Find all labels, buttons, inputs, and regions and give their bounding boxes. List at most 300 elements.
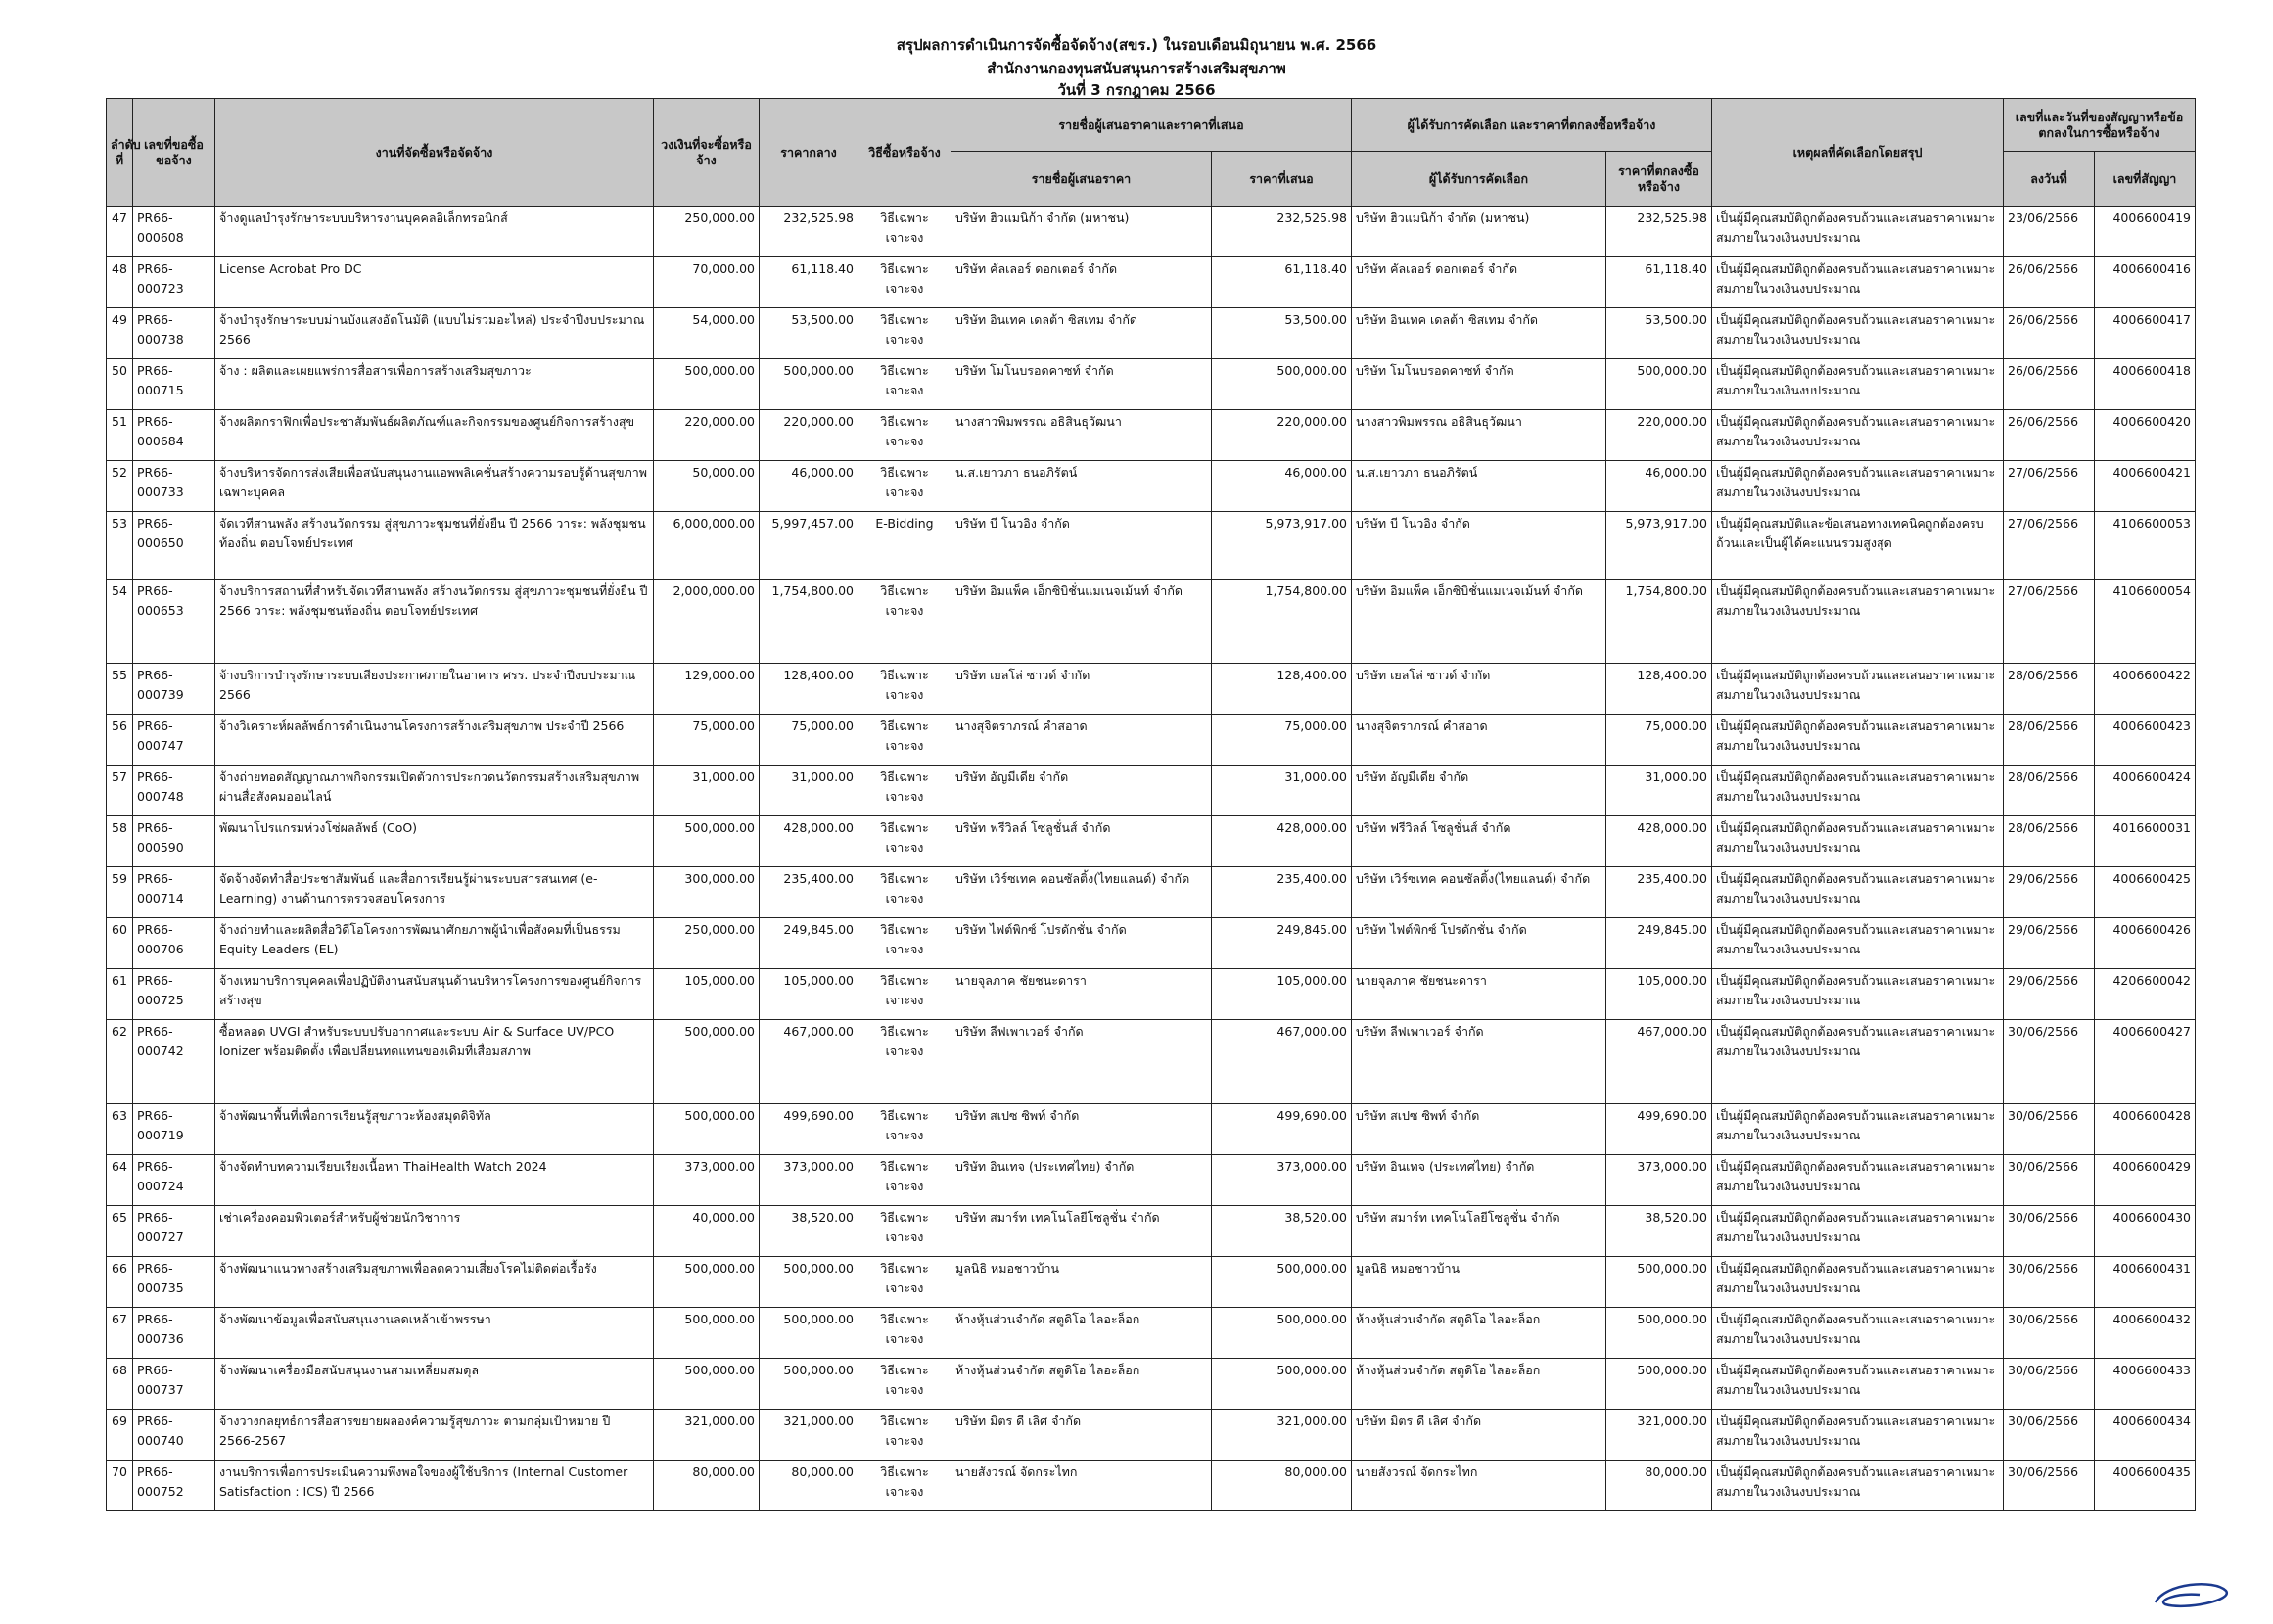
row-no: 67 [107,1308,133,1359]
row-no: 59 [107,867,133,918]
row-bid: 500,000.00 [1212,1308,1352,1359]
row-method: วิธีเฉพาะเจาะจง [858,1206,951,1257]
row-reason: เป็นผู้มีคุณสมบัติถูกต้องครบถ้วนและเสนอราคาเหมาะสมภายในวงเงินงบประมาณ [1712,664,2004,715]
row-date: 30/06/2566 [2004,1359,2095,1410]
row-bidder: บริษัท สมาร์ท เทคโนโลยีโซลูชั่น จำกัด [951,1206,1212,1257]
row-budget: 105,000.00 [654,969,760,1020]
row-work: จ้างบริหารจัดการส่งเสียเพื่อสนับสนุนงานแอพพลิเคชั่นสร้างความรอบรู้ด้านสุขภาพเฉพาะบุคคล [215,461,654,512]
col-bid-price: ราคาที่เสนอ [1212,152,1352,207]
row-no: 63 [107,1104,133,1155]
row-method: วิธีเฉพาะเจาะจง [858,410,951,461]
row-budget: 129,000.00 [654,664,760,715]
row-bid: 500,000.00 [1212,1257,1352,1308]
row-method: E-Bidding [858,512,951,580]
row-median: 500,000.00 [760,1359,858,1410]
table-row [107,969,2196,1020]
row-method: วิธีเฉพาะเจาะจง [858,1359,951,1410]
row-no: 48 [107,257,133,308]
row-winner: บริษัท อิมแพ็ค เอ็กซิบิชั่นแมเนจเม้นท์ จำกัด [1352,580,1606,664]
row-price: 249,845.00 [1606,918,1712,969]
row-median: 1,754,800.00 [760,580,858,664]
row-budget: 500,000.00 [654,1104,760,1155]
page-title: สรุปผลการดำเนินการจัดซื้อจัดจ้าง(สขร.) ในรอบเดือนมิถุนายน พ.ศ. 2566 [896,36,1377,54]
row-budget: 321,000.00 [654,1410,760,1461]
row-reason: เป็นผู้มีคุณสมบัติถูกต้องครบถ้วนและเสนอราคาเหมาะสมภายในวงเงินงบประมาณ [1712,1359,2004,1410]
row-work: จ้างพัฒนาข้อมูลเพื่อสนับสนุนงานลดเหล้าเข้าพรรษา [215,1308,654,1359]
row-pr: PR66-000714 [133,867,215,918]
row-winner: นายจุลภาค ชัยชนะดารา [1352,969,1606,1020]
row-no: 49 [107,308,133,359]
row-date: 26/06/2566 [2004,257,2095,308]
row-reason: เป็นผู้มีคุณสมบัติถูกต้องครบถ้วนและเสนอราคาเหมาะสมภายในวงเงินงบประมาณ [1712,816,2004,867]
row-budget: 80,000.00 [654,1461,760,1511]
row-no: 52 [107,461,133,512]
row-median: 46,000.00 [760,461,858,512]
row-date: 30/06/2566 [2004,1461,2095,1511]
row-contract: 4006600428 [2095,1104,2196,1155]
row-price: 373,000.00 [1606,1155,1712,1206]
row-reason: เป็นผู้มีคุณสมบัติถูกต้องครบถ้วนและเสนอราคาเหมาะสมภายในวงเงินงบประมาณ [1712,359,2004,410]
row-median: 31,000.00 [760,766,858,816]
row-work: จ้างจัดทำบทความเรียบเรียงเนื้อหา ThaiHealth Watch 2024 [215,1155,654,1206]
row-median: 321,000.00 [760,1410,858,1461]
row-method: วิธีเฉพาะเจาะจง [858,1410,951,1461]
row-pr: PR66-000748 [133,766,215,816]
org-name: สำนักงานกองทุนสนับสนุนการสร้างเสริมสุขภาพ [987,60,1286,77]
row-price: 128,400.00 [1606,664,1712,715]
row-bid: 232,525.98 [1212,207,1352,257]
table-row [107,816,2196,867]
col-bidders-group: รายชื่อผู้เสนอราคาและราคาที่เสนอ [951,99,1352,152]
row-no: 65 [107,1206,133,1257]
row-bidder: บริษัท คัลเลอร์ ดอกเตอร์ จำกัด [951,257,1212,308]
row-no: 50 [107,359,133,410]
table-row [107,1155,2196,1206]
row-date: 30/06/2566 [2004,1410,2095,1461]
row-method: วิธีเฉพาะเจาะจง [858,715,951,766]
row-budget: 500,000.00 [654,1308,760,1359]
row-reason: เป็นผู้มีคุณสมบัติถูกต้องครบถ้วนและเสนอราคาเหมาะสมภายในวงเงินงบประมาณ [1712,461,2004,512]
row-date: 30/06/2566 [2004,1206,2095,1257]
row-contract: 4006600432 [2095,1308,2196,1359]
row-budget: 250,000.00 [654,207,760,257]
table-row [107,1359,2196,1410]
row-price: 75,000.00 [1606,715,1712,766]
row-no: 66 [107,1257,133,1308]
row-bid: 500,000.00 [1212,359,1352,410]
row-price: 220,000.00 [1606,410,1712,461]
row-pr: PR66-000684 [133,410,215,461]
row-pr: PR66-000737 [133,1359,215,1410]
row-bid: 321,000.00 [1212,1410,1352,1461]
row-method: วิธีเฉพาะเจาะจง [858,918,951,969]
row-bidder: ห้างหุ้นส่วนจำกัด สตูดิโอ ไลอะล็อก [951,1308,1212,1359]
row-bid: 128,400.00 [1212,664,1352,715]
row-reason: เป็นผู้มีคุณสมบัติถูกต้องครบถ้วนและเสนอราคาเหมาะสมภายในวงเงินงบประมาณ [1712,580,2004,664]
row-budget: 75,000.00 [654,715,760,766]
row-price: 321,000.00 [1606,1410,1712,1461]
row-budget: 220,000.00 [654,410,760,461]
row-no: 53 [107,512,133,580]
row-contract: 4206600042 [2095,969,2196,1020]
row-no: 64 [107,1155,133,1206]
row-median: 75,000.00 [760,715,858,766]
row-method: วิธีเฉพาะเจาะจง [858,1020,951,1104]
row-contract: 4006600429 [2095,1155,2196,1206]
row-pr: PR66-000725 [133,969,215,1020]
row-pr: PR66-000738 [133,308,215,359]
row-reason: เป็นผู้มีคุณสมบัติถูกต้องครบถ้วนและเสนอราคาเหมาะสมภายในวงเงินงบประมาณ [1712,1155,2004,1206]
row-method: วิธีเฉพาะเจาะจง [858,664,951,715]
table-row [107,410,2196,461]
row-winner: น.ส.เยาวภา ธนอภิรัตน์ [1352,461,1606,512]
row-contract: 4006600430 [2095,1206,2196,1257]
row-method: วิธีเฉพาะเจาะจง [858,816,951,867]
row-winner: บริษัท บี โนวอิง จำกัด [1352,512,1606,580]
row-bid: 220,000.00 [1212,410,1352,461]
row-bid: 31,000.00 [1212,766,1352,816]
row-median: 500,000.00 [760,359,858,410]
table-row [107,1308,2196,1359]
table-row [107,1020,2196,1104]
row-reason: เป็นผู้มีคุณสมบัติถูกต้องครบถ้วนและเสนอราคาเหมาะสมภายในวงเงินงบประมาณ [1712,918,2004,969]
row-contract: 4006600417 [2095,308,2196,359]
row-price: 38,520.00 [1606,1206,1712,1257]
row-budget: 500,000.00 [654,1020,760,1104]
row-date: 28/06/2566 [2004,715,2095,766]
row-work: จัดจ้างจัดทำสื่อประชาสัมพันธ์ และสื่อการเรียนรู้ผ่านระบบสารสนเทศ (e-Learning) งานด้านการตรวจสอบโครงการ [215,867,654,918]
row-contract: 4016600031 [2095,816,2196,867]
row-reason: เป็นผู้มีคุณสมบัติถูกต้องครบถ้วนและเสนอราคาเหมาะสมภายในวงเงินงบประมาณ [1712,1410,2004,1461]
row-work: พัฒนาโปรแกรมห่วงโซ่ผลลัพธ์ (CoO) [215,816,654,867]
row-reason: เป็นผู้มีคุณสมบัติถูกต้องครบถ้วนและเสนอราคาเหมาะสมภายในวงเงินงบประมาณ [1712,1104,2004,1155]
row-date: 27/06/2566 [2004,512,2095,580]
row-contract: 4006600423 [2095,715,2196,766]
row-price: 1,754,800.00 [1606,580,1712,664]
row-price: 235,400.00 [1606,867,1712,918]
row-contract: 4006600431 [2095,1257,2196,1308]
row-bid: 75,000.00 [1212,715,1352,766]
row-price: 500,000.00 [1606,1359,1712,1410]
row-bid: 467,000.00 [1212,1020,1352,1104]
row-date: 28/06/2566 [2004,816,2095,867]
row-budget: 500,000.00 [654,1359,760,1410]
row-date: 27/06/2566 [2004,461,2095,512]
row-method: วิธีเฉพาะเจาะจง [858,359,951,410]
row-median: 235,400.00 [760,867,858,918]
row-no: 61 [107,969,133,1020]
row-bidder: นางสาวพิมพรรณ อธิสินธุวัฒนา [951,410,1212,461]
row-bid: 105,000.00 [1212,969,1352,1020]
row-work: งานบริการเพื่อการประเมินความพึงพอใจของผู้ใช้บริการ (Internal Customer Satisfaction : ICS) ปี 2566 [215,1461,654,1511]
row-winner: บริษัท ไฟต์พิกซ์ โปรดักชั่น จำกัด [1352,918,1606,969]
row-no: 51 [107,410,133,461]
row-median: 500,000.00 [760,1257,858,1308]
row-price: 500,000.00 [1606,1308,1712,1359]
col-date: ลงวันที่ [2004,152,2095,207]
row-median: 500,000.00 [760,1308,858,1359]
row-bid: 5,973,917.00 [1212,512,1352,580]
row-bidder: นายจุลภาค ชัยชนะดารา [951,969,1212,1020]
row-bid: 61,118.40 [1212,257,1352,308]
row-price: 467,000.00 [1606,1020,1712,1104]
signature-mark [2146,1575,2234,1614]
row-winner: บริษัท ลีฟเพาเวอร์ จำกัด [1352,1020,1606,1104]
col-agreed-price: ราคาที่ตกลงซื้อหรือจ้าง [1606,152,1712,207]
row-pr: PR66-000719 [133,1104,215,1155]
row-no: 58 [107,816,133,867]
row-winner: มูลนิธิ หมอชาวบ้าน [1352,1257,1606,1308]
table-row [107,308,2196,359]
table-row [107,918,2196,969]
row-bidder: บริษัท เวิร์ซเทค คอนซัลติ้ง(ไทยแลนด์) จำกัด [951,867,1212,918]
row-reason: เป็นผู้มีคุณสมบัติถูกต้องครบถ้วนและเสนอราคาเหมาะสมภายในวงเงินงบประมาณ [1712,207,2004,257]
row-pr: PR66-000650 [133,512,215,580]
row-method: วิธีเฉพาะเจาะจง [858,1104,951,1155]
row-bidder: บริษัท อินเทจ (ประเทศไทย) จำกัด [951,1155,1212,1206]
row-no: 62 [107,1020,133,1104]
row-bidder: บริษัท โมโนบรอดคาซท์ จำกัด [951,359,1212,410]
row-pr: PR66-000727 [133,1206,215,1257]
table-row [107,257,2196,308]
row-work: จ้างพัฒนาแนวทางสร้างเสริมสุขภาพเพื่อลดความเสี่ยงโรคไม่ติดต่อเรื้อรัง [215,1257,654,1308]
row-median: 220,000.00 [760,410,858,461]
row-pr: PR66-000733 [133,461,215,512]
row-winner: นางสุจิตราภรณ์ คำสอาด [1352,715,1606,766]
row-method: วิธีเฉพาะเจาะจง [858,969,951,1020]
row-budget: 50,000.00 [654,461,760,512]
col-winner-group: ผู้ได้รับการคัดเลือก และราคาที่ตกลงซื้อหรือจ้าง [1352,99,1712,152]
row-winner: ห้างหุ้นส่วนจำกัด สตูดิโอ ไลอะล็อก [1352,1308,1606,1359]
row-work: จ้างถ่ายทอดสัญญาณภาพกิจกรรมเปิดตัวการประกวดนวัตกรรมสร้างเสริมสุขภาพ ผ่านสื่อสังคมออนไลน์ [215,766,654,816]
row-contract: 4106600053 [2095,512,2196,580]
row-date: 29/06/2566 [2004,969,2095,1020]
row-budget: 250,000.00 [654,918,760,969]
row-date: 30/06/2566 [2004,1155,2095,1206]
row-no: 54 [107,580,133,664]
table-row [107,461,2196,512]
row-budget: 500,000.00 [654,816,760,867]
row-bidder: บริษัท สเปซ ซิพท์ จำกัด [951,1104,1212,1155]
row-reason: เป็นผู้มีคุณสมบัติถูกต้องครบถ้วนและเสนอราคาเหมาะสมภายในวงเงินงบประมาณ [1712,410,2004,461]
row-pr: PR66-000752 [133,1461,215,1511]
row-price: 53,500.00 [1606,308,1712,359]
row-contract: 4006600421 [2095,461,2196,512]
row-reason: เป็นผู้มีคุณสมบัติถูกต้องครบถ้วนและเสนอราคาเหมาะสมภายในวงเงินงบประมาณ [1712,257,2004,308]
row-bid: 500,000.00 [1212,1359,1352,1410]
row-bidder: บริษัท มิตร ดี เลิศ จำกัด [951,1410,1212,1461]
row-method: วิธีเฉพาะเจาะจง [858,867,951,918]
row-pr: PR66-000723 [133,257,215,308]
procurement-table [106,98,2196,1511]
row-bid: 235,400.00 [1212,867,1352,918]
row-work: จ้าง : ผลิตและเผยแพร่การสื่อสารเพื่อการสร้างเสริมสุขภาวะ [215,359,654,410]
row-no: 68 [107,1359,133,1410]
row-bidder: นายสังวรณ์ จัดกระไทก [951,1461,1212,1511]
row-contract: 4006600434 [2095,1410,2196,1461]
col-method: วิธีซื้อหรือจ้าง [858,99,951,207]
row-work: จ้างเหมาบริการบุคคลเพื่อปฏิบัติงานสนับสนุนด้านบริหารโครงการของศูนย์กิจการสร้างสุข [215,969,654,1020]
row-reason: เป็นผู้มีคุณสมบัติถูกต้องครบถ้วนและเสนอราคาเหมาะสมภายในวงเงินงบประมาณ [1712,1461,2004,1511]
row-winner: บริษัท เยลโล่ ซาวด์ จำกัด [1352,664,1606,715]
row-reason: เป็นผู้มีคุณสมบัติถูกต้องครบถ้วนและเสนอราคาเหมาะสมภายในวงเงินงบประมาณ [1712,1308,2004,1359]
row-pr: PR66-000740 [133,1410,215,1461]
row-method: วิธีเฉพาะเจาะจง [858,308,951,359]
row-bidder: บริษัท ฮิวแมนิก้า จำกัด (มหาชน) [951,207,1212,257]
col-bidder-name: รายชื่อผู้เสนอราคา [951,152,1212,207]
row-winner: บริษัท สเปซ ซิพท์ จำกัด [1352,1104,1606,1155]
row-work: จ้างวิเคราะห์ผลลัพธ์การดำเนินงานโครงการสร้างเสริมสุขภาพ ประจำปี 2566 [215,715,654,766]
row-bidder: น.ส.เยาวภา ธนอภิรัตน์ [951,461,1212,512]
row-date: 30/06/2566 [2004,1104,2095,1155]
row-budget: 500,000.00 [654,359,760,410]
row-contract: 4006600418 [2095,359,2196,410]
row-reason: เป็นผู้มีคุณสมบัติถูกต้องครบถ้วนและเสนอราคาเหมาะสมภายในวงเงินงบประมาณ [1712,867,2004,918]
row-method: วิธีเฉพาะเจาะจง [858,461,951,512]
table-row [107,359,2196,410]
row-contract: 4106600054 [2095,580,2196,664]
report-date: วันที่ 3 กรกฎาคม 2566 [1057,81,1216,99]
row-date: 26/06/2566 [2004,359,2095,410]
row-work: จ้างดูแลบำรุงรักษาระบบบริหารงานบุคคลอิเล็กทรอนิกส์ [215,207,654,257]
row-bidder: บริษัท ฟรีวิลล์ โซลูชั่นส์ จำกัด [951,816,1212,867]
row-reason: เป็นผู้มีคุณสมบัติถูกต้องครบถ้วนและเสนอราคาเหมาะสมภายในวงเงินงบประมาณ [1712,969,2004,1020]
col-work: งานที่จัดซื้อหรือจัดจ้าง [215,99,654,207]
row-median: 53,500.00 [760,308,858,359]
row-price: 46,000.00 [1606,461,1712,512]
row-winner: นายสังวรณ์ จัดกระไทก [1352,1461,1606,1511]
row-reason: เป็นผู้มีคุณสมบัติถูกต้องครบถ้วนและเสนอราคาเหมาะสมภายในวงเงินงบประมาณ [1712,715,2004,766]
row-no: 56 [107,715,133,766]
row-winner: บริษัท อัญมีเดีย จำกัด [1352,766,1606,816]
row-method: วิธีเฉพาะเจาะจง [858,1155,951,1206]
col-reason: เหตุผลที่คัดเลือกโดยสรุป [1712,99,2004,207]
table-row [107,867,2196,918]
table-row [107,1461,2196,1511]
row-price: 232,525.98 [1606,207,1712,257]
row-work: จัดเวทีสานพลัง สร้างนวัตกรรม สู่สุขภาวะชุมชนที่ยั่งยืน ปี 2566 วาระ: พลังชุมชนท้องถิ่น ตอบโจทย์ประเทศ [215,512,654,580]
row-bidder: บริษัท เยลโล่ ซาวด์ จำกัด [951,664,1212,715]
col-budget: วงเงินที่จะซื้อหรือจ้าง [654,99,760,207]
row-method: วิธีเฉพาะเจาะจง [858,257,951,308]
row-price: 499,690.00 [1606,1104,1712,1155]
row-median: 232,525.98 [760,207,858,257]
row-median: 499,690.00 [760,1104,858,1155]
row-bid: 249,845.00 [1212,918,1352,969]
row-winner: บริษัท อินเทจ (ประเทศไทย) จำกัด [1352,1155,1606,1206]
row-bidder: มูลนิธิ หมอชาวบ้าน [951,1257,1212,1308]
row-bidder: บริษัท อัญมีเดีย จำกัด [951,766,1212,816]
table-row [107,664,2196,715]
row-work: จ้างถ่ายทำและผลิตสื่อวิดีโอโครงการพัฒนาศักยภาพผู้นำเพื่อสังคมที่เป็นธรรม Equity Leaders (EL) [215,918,654,969]
row-date: 29/06/2566 [2004,867,2095,918]
row-work: จ้างผลิตกราฟิกเพื่อประชาสัมพันธ์ผลิตภัณฑ์และกิจกรรมของศูนย์กิจการสร้างสุข [215,410,654,461]
row-median: 467,000.00 [760,1020,858,1104]
row-price: 428,000.00 [1606,816,1712,867]
row-pr: PR66-000739 [133,664,215,715]
row-budget: 31,000.00 [654,766,760,816]
row-winner: บริษัท ฮิวแมนิก้า จำกัด (มหาชน) [1352,207,1606,257]
row-budget: 300,000.00 [654,867,760,918]
row-pr: PR66-000724 [133,1155,215,1206]
row-median: 128,400.00 [760,664,858,715]
row-bidder: บริษัท ลีฟเพาเวอร์ จำกัด [951,1020,1212,1104]
row-bidder: นางสุจิตราภรณ์ คำสอาด [951,715,1212,766]
row-reason: เป็นผู้มีคุณสมบัติถูกต้องครบถ้วนและเสนอราคาเหมาะสมภายในวงเงินงบประมาณ [1712,308,2004,359]
row-median: 249,845.00 [760,918,858,969]
row-pr: PR66-000653 [133,580,215,664]
row-work: จ้างพัฒนาพื้นที่เพื่อการเรียนรู้สุขภาวะห้องสมุดดิจิทัล [215,1104,654,1155]
row-work: เช่าเครื่องคอมพิวเตอร์สำหรับผู้ช่วยนักวิชาการ [215,1206,654,1257]
row-winner: บริษัท สมาร์ท เทคโนโลยีโซลูชั่น จำกัด [1352,1206,1606,1257]
row-winner: นางสาวพิมพรรณ อธิสินธุวัฒนา [1352,410,1606,461]
row-median: 61,118.40 [760,257,858,308]
row-reason: เป็นผู้มีคุณสมบัติและข้อเสนอทางเทคนิคถูกต้องครบถ้วนและเป็นผู้ได้คะแนนรวมสูงสุด [1712,512,2004,580]
row-bidder: บริษัท อิมแพ็ค เอ็กซิบิชั่นแมเนจเม้นท์ จำกัด [951,580,1212,664]
row-bid: 373,000.00 [1212,1155,1352,1206]
row-bid: 38,520.00 [1212,1206,1352,1257]
row-no: 70 [107,1461,133,1511]
row-no: 69 [107,1410,133,1461]
row-winner: บริษัท อินเทค เดลต้า ซิสเทม จำกัด [1352,308,1606,359]
row-price: 31,000.00 [1606,766,1712,816]
col-no: ลำดับที่ [107,99,133,207]
row-date: 27/06/2566 [2004,580,2095,664]
row-winner: บริษัท คัลเลอร์ ดอกเตอร์ จำกัด [1352,257,1606,308]
row-median: 373,000.00 [760,1155,858,1206]
row-bidder: บริษัท อินเทค เดลต้า ซิสเทม จำกัด [951,308,1212,359]
col-pr: เลขที่ขอซื้อขอจ้าง [133,99,215,207]
row-winner: บริษัท มิตร ดี เลิศ จำกัด [1352,1410,1606,1461]
row-work: จ้างพัฒนาเครื่องมือสนับสนุนงานสามเหลี่ยมสมดุล [215,1359,654,1410]
row-pr: PR66-000736 [133,1308,215,1359]
row-pr: PR66-000706 [133,918,215,969]
row-bid: 80,000.00 [1212,1461,1352,1511]
row-contract: 4006600416 [2095,257,2196,308]
row-no: 47 [107,207,133,257]
row-contract: 4006600427 [2095,1020,2196,1104]
row-contract: 4006600426 [2095,918,2196,969]
row-date: 30/06/2566 [2004,1257,2095,1308]
col-contract-group: เลขที่และวันที่ของสัญญาหรือข้อตกลงในการซื้อหรือจ้าง [2004,99,2196,152]
row-budget: 2,000,000.00 [654,580,760,664]
row-no: 55 [107,664,133,715]
row-bid: 499,690.00 [1212,1104,1352,1155]
row-work: จ้างวางกลยุทธ์การสื่อสารขยายผลองค์ความรู้สุขภาวะ ตามกลุ่มเป้าหมาย ปี 2566-2567 [215,1410,654,1461]
row-budget: 54,000.00 [654,308,760,359]
row-contract: 4006600420 [2095,410,2196,461]
row-bid: 428,000.00 [1212,816,1352,867]
table-row [107,1104,2196,1155]
row-bid: 46,000.00 [1212,461,1352,512]
row-work: จ้างบริการสถานที่สำหรับจัดเวทีสานพลัง สร้างนวัตกรรม สู่สุขภาวะชุมชนที่ยั่งยืน ปี 2566 วาระ: พลังชุมชนท้องถิ่น ตอบโจทย์ประเทศ [215,580,654,664]
row-no: 60 [107,918,133,969]
row-method: วิธีเฉพาะเจาะจง [858,766,951,816]
row-price: 500,000.00 [1606,359,1712,410]
row-reason: เป็นผู้มีคุณสมบัติถูกต้องครบถ้วนและเสนอราคาเหมาะสมภายในวงเงินงบประมาณ [1712,1257,2004,1308]
row-budget: 70,000.00 [654,257,760,308]
row-bidder: ห้างหุ้นส่วนจำกัด สตูดิโอ ไลอะล็อก [951,1359,1212,1410]
row-contract: 4006600419 [2095,207,2196,257]
col-contract-no: เลขที่สัญญา [2095,152,2196,207]
row-price: 5,973,917.00 [1606,512,1712,580]
row-contract: 4006600435 [2095,1461,2196,1511]
row-method: วิธีเฉพาะเจาะจง [858,1461,951,1511]
row-price: 500,000.00 [1606,1257,1712,1308]
row-date: 28/06/2566 [2004,664,2095,715]
row-median: 80,000.00 [760,1461,858,1511]
col-winner-name: ผู้ได้รับการคัดเลือก [1352,152,1606,207]
